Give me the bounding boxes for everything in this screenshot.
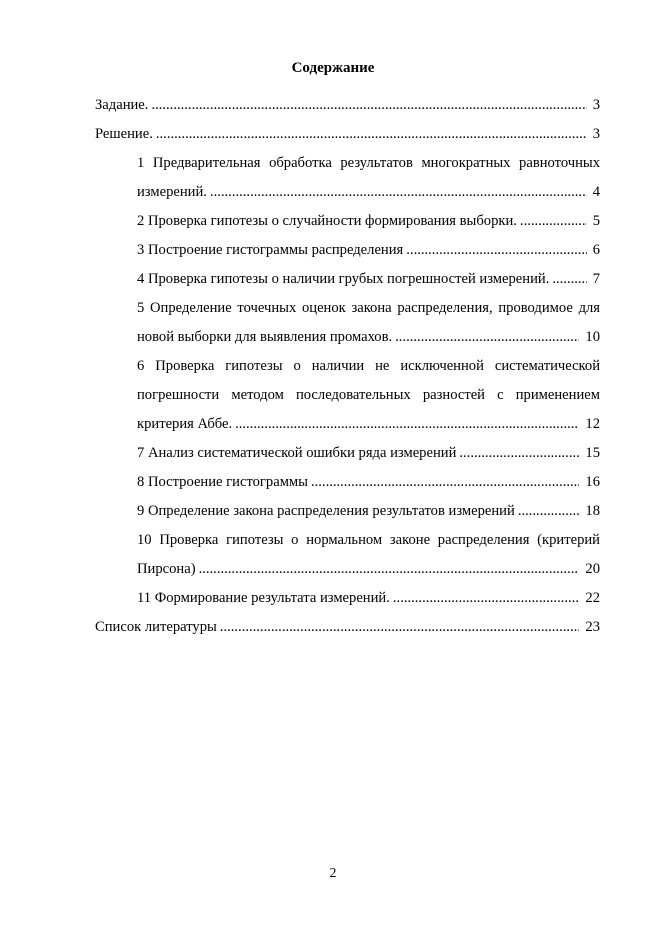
toc-entry[interactable] — [137, 584, 600, 613]
toc-entry[interactable] — [95, 613, 600, 642]
page-title: Содержание — [291, 60, 375, 76]
toc-entry-text: 2 Проверка гипотезы о случайности формирования выборки. — [137, 213, 517, 229]
toc-entry-text: 1 Предварительная обработка результатов многократных равноточных измерений. — [137, 155, 600, 200]
toc-page-number: 23 — [579, 613, 600, 642]
toc-page-number: 12 — [579, 410, 600, 439]
toc-entry[interactable] — [137, 526, 600, 584]
toc-entry-text: Задание. — [95, 97, 149, 113]
toc-entry[interactable] — [137, 236, 600, 265]
toc-entry-text: 8 Построение гистограммы — [137, 474, 308, 490]
toc-entry-text: 11 Формирование результата измерений. — [137, 590, 390, 606]
toc-page-number: 16 — [579, 468, 600, 497]
toc-entry[interactable] — [137, 497, 600, 526]
toc-page-number: 7 — [587, 265, 600, 294]
toc-page-number: 5 — [587, 207, 600, 236]
toc-entry[interactable] — [95, 120, 600, 149]
toc-entry-text: Решение. — [95, 126, 153, 142]
footer-page-number: 2 — [329, 865, 337, 880]
toc-page-number: 18 — [579, 497, 600, 526]
toc-entry[interactable] — [137, 149, 600, 207]
toc-entry-text: 6 Проверка гипотезы о наличии не исключенной систематической погрешности методом последовательных разностей с применением критерия Аббе. — [137, 358, 600, 432]
toc-entry[interactable] — [137, 439, 600, 468]
document-content — [66, 54, 600, 642]
toc-entry-text: 10 Проверка гипотезы о нормальном законе распределения (критерий Пирсона) — [137, 532, 600, 577]
toc-entry-text: 5 Определение точечных оценок закона распределения, проводимое для новой выборки для выявления промахов. — [137, 300, 600, 345]
toc-page-number: 10 — [579, 323, 600, 352]
toc-page-number: 22 — [579, 584, 600, 613]
toc-page-number: 4 — [587, 178, 600, 207]
toc-entry[interactable] — [137, 265, 600, 294]
toc-entry-text: 4 Проверка гипотезы о наличии грубых погрешностей измерений. — [137, 271, 550, 287]
toc-entry-text: 3 Построение гистограммы распределения — [137, 242, 404, 258]
toc-entry[interactable] — [137, 207, 600, 236]
toc-entry-text: 7 Анализ систематической ошибки ряда измерений — [137, 445, 457, 461]
toc-entry[interactable] — [137, 468, 600, 497]
toc-page-number: 15 — [579, 439, 600, 468]
toc-page-number: 3 — [587, 91, 600, 120]
toc-entry[interactable] — [95, 91, 600, 120]
toc-page-number: 3 — [587, 120, 600, 149]
toc-page-number: 6 — [587, 236, 600, 265]
toc-entry[interactable] — [137, 352, 600, 439]
toc-list — [66, 91, 600, 642]
toc-page-number: 20 — [579, 555, 600, 584]
toc-entry-text: Список литературы — [95, 619, 217, 635]
toc-entry-text: 9 Определение закона распределения результатов измерений — [137, 503, 515, 519]
toc-entry[interactable] — [137, 294, 600, 352]
